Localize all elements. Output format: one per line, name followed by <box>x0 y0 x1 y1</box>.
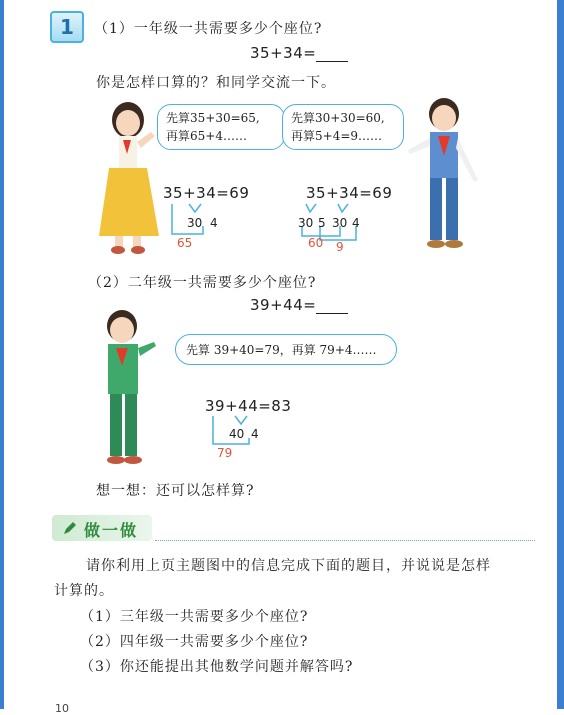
boy-green-illustration <box>92 308 172 468</box>
practice-item-3: （3）你还能提出其他数学问题并解答吗? <box>80 659 354 675</box>
calc-right-result-2: 9 <box>336 240 344 254</box>
problem-number-badge: 1 <box>50 11 84 43</box>
page-frame-right <box>557 0 564 709</box>
page-frame-left <box>0 0 4 709</box>
answer-blank-2 <box>316 299 348 314</box>
calc-right-split-4: 4 <box>352 216 360 230</box>
practice-item-1: （1）三年级一共需要多少个座位? <box>80 609 309 625</box>
girl-bubble-line-2: 再算65+4…… <box>166 129 247 143</box>
practice-intro-line-1: 请你利用上页主题图中的信息完成下面的题目，并说说是怎样 <box>86 558 491 574</box>
equation-1 <box>250 44 348 62</box>
calc-left-split-2: 4 <box>210 216 218 230</box>
girl-illustration <box>95 98 165 258</box>
boy-green-speech-bubble: 先算 39+40=79，再算 79+4…… <box>175 334 397 365</box>
practice-item-2: （2）四年级一共需要多少个座位? <box>80 634 309 650</box>
practice-title: 做一做 <box>84 521 139 540</box>
question-2: （2）二年级一共需要多少个座位? <box>88 275 317 291</box>
calc-2-result: 79 <box>217 446 233 460</box>
equation-2-text: 39+44= <box>250 296 317 314</box>
calc-right-result-1: 60 <box>308 236 324 250</box>
boy-illustration <box>398 96 488 256</box>
prompt-text: 你是怎样口算的？和同学交流一下。 <box>96 75 336 91</box>
equation-1-text: 35+34= <box>250 44 317 62</box>
calc-2-split-1: 40 <box>229 427 245 441</box>
calc-2-expression: 39+44=83 <box>205 397 292 415</box>
calc-left-split-1: 30 <box>187 216 203 230</box>
calc-2-split-2: 4 <box>251 427 259 441</box>
page-number: 10 <box>55 702 69 715</box>
boy-speech-bubble <box>282 104 404 150</box>
calc-left-result: 65 <box>177 236 193 250</box>
girl-speech-bubble <box>157 104 285 150</box>
calc-right-expression: 35+34=69 <box>306 184 393 202</box>
girl-bubble-line-1: 先算35+30=65, <box>166 111 260 125</box>
practice-divider <box>155 540 535 541</box>
calc-right-split-3: 30 <box>332 216 348 230</box>
pencil-icon <box>62 520 78 536</box>
boy-bubble-line-2: 再算5+4=9…… <box>291 129 383 143</box>
question-1: （1）一年级一共需要多少个座位? <box>94 21 323 37</box>
calc-right-split-1: 30 <box>298 216 314 230</box>
calc-right-split-2: 5 <box>318 216 326 230</box>
answer-blank-1 <box>316 47 348 62</box>
equation-2 <box>250 296 348 314</box>
practice-intro-line-2: 计算的。 <box>54 583 114 599</box>
calc-left-expression: 35+34=69 <box>163 184 250 202</box>
think-prompt: 想一想：还可以怎样算? <box>96 483 255 499</box>
boy-bubble-line-1: 先算30+30=60, <box>291 111 385 125</box>
